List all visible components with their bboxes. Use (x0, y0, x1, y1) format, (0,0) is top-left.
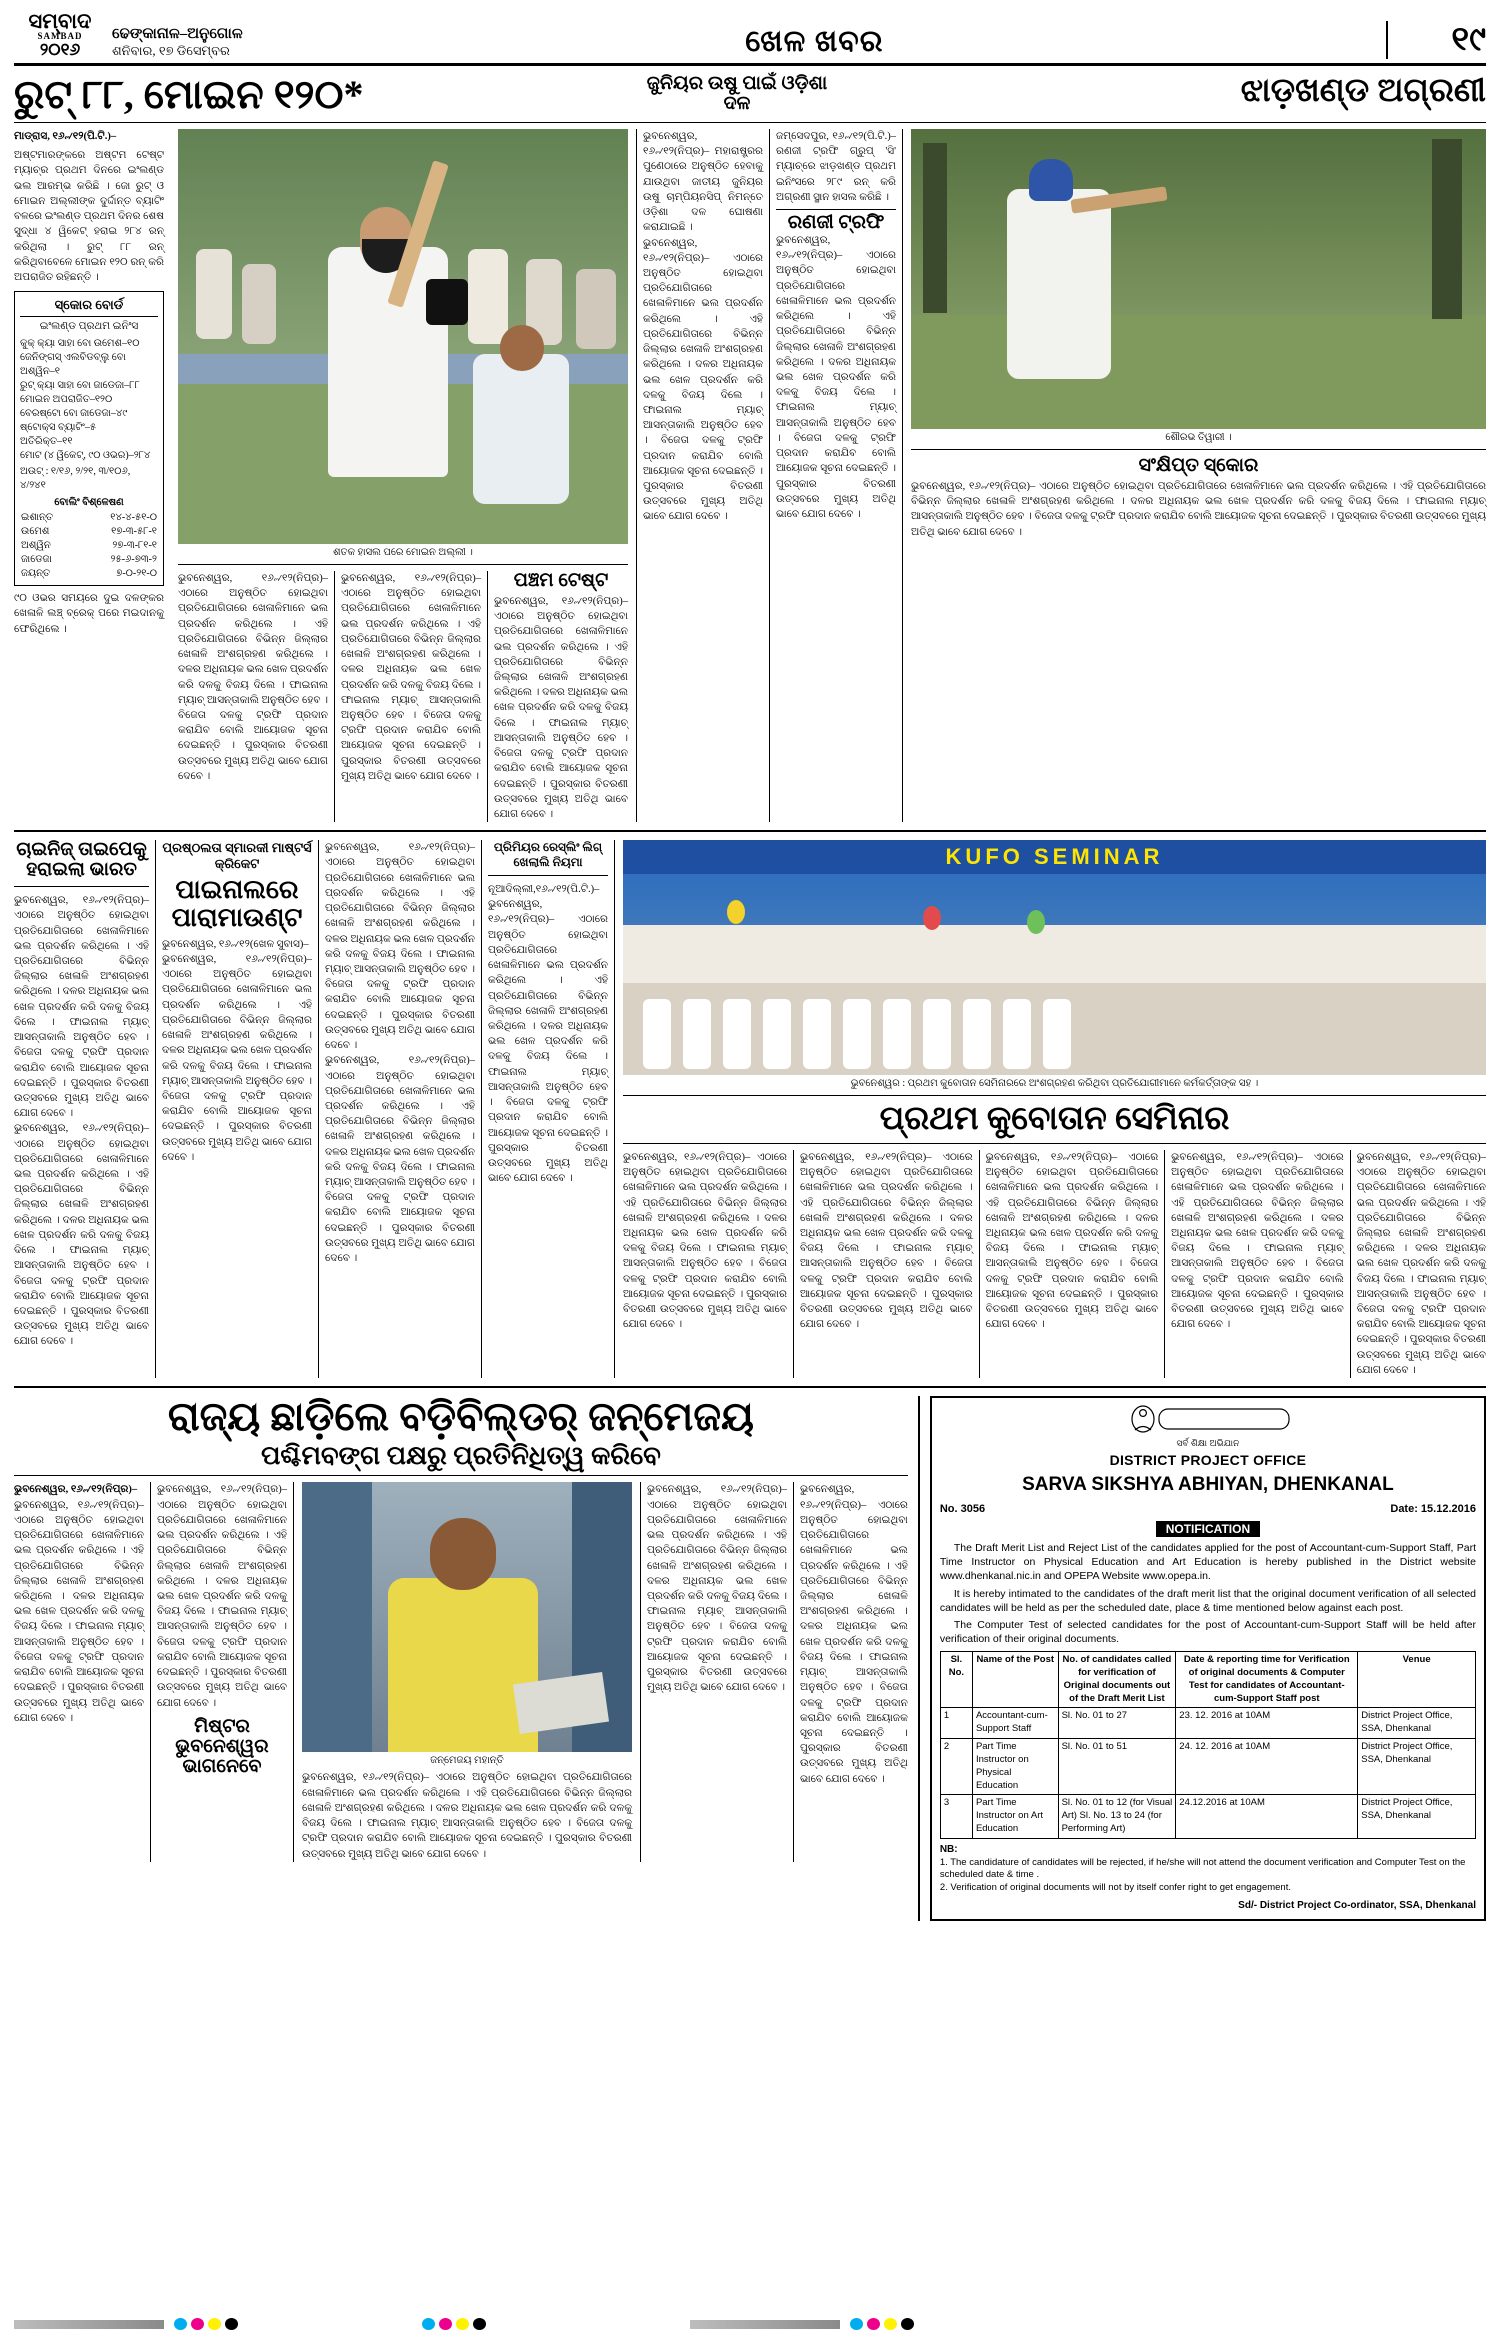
fifth-test-body: ଭୁବନେଶ୍ୱର, ୧୬୷୧୨(ନିପ୍ର)– ଏଠାରେ ଅନୁଷ୍ଠିତ ହୋଇଥିବା ପ୍ରତିଯୋଗିତାରେ ଖେଳାଳିମାନେ ଭଲ ପ୍ରଦର୍ଶନ କରିଥିଲେ । ଏହି ପ୍ରତିଯୋଗିତାରେ ବିଭିନ୍ନ ଜିଲ୍ଲାର ଖେଳାଳି ଅଂଶଗ୍ରହଣ କରିଥିଲେ । ଦଳର ଅଧିନାୟକ ଭଲ ଖେଳ ପ୍ରଦର୍ଶନ କରି ଦଳକୁ ବିଜୟ ଦିଲେ । ଫାଇନାଲ ମ୍ୟାଚ୍ ଆସନ୍ତାକାଲି ଅନୁଷ୍ଠିତ ହେବ । ବିଜେତା ଦଳକୁ ଟ୍ରଫି ପ୍ରଦାନ କରାଯିବ ବୋଲି ଆୟୋଜକ ସୂଚନା ଦେଇଛନ୍ତି । ପୁରସ୍କାର ବିତରଣୀ ଉତ୍ସବରେ ମୁଖ୍ୟ ଅତିଥି ଭାବେ ଯୋଗ ଦେବେ । (494, 595, 628, 820)
score-line: ମୋଇନ ଅପରାଜିତ–୧୨୦ (20, 394, 113, 406)
notice-table (940, 1651, 1476, 1839)
color-swatch (439, 2318, 452, 2330)
cell-sl-no: 1 (940, 1708, 972, 1739)
seminar-banner-text: KUFO SEMINAR (623, 840, 1486, 874)
lead-story-text (14, 129, 164, 285)
bowler-name: ଜାଡେଜା (21, 554, 52, 566)
lead-body: ଅଷ୍ଟମାରଙ୍କରେ ଅଷ୍ଟମ ଟେଷ୍ଟ ମ୍ୟାଚ୍‌ର ପ୍ରଥମ ଦିନରେ ଇଂଲଣ୍ଡ ଭଲ ଆରମ୍ଭ କରିଛି । ଜୋ ରୁଟ୍ ଓ ମୋଇନ ଅଲ୍ଲୀଙ୍କ ଦୁର୍ଦ୍ଦାନ୍ତ ବ୍ୟାଟିଂ ବଳରେ ଇଂଲଣ୍ଡ ପ୍ରଥମ ଦିନର ଶେଷ ସୁଦ୍ଧା ୪ ୱିକେଟ୍ ହରାଇ ୨୮୪ ରନ୍ କରିଥିଲା । ରୁଟ୍ ୮୮ ରନ୍ କରିଥିବାବେଳେ ମୋଇନ ୧୨୦ ରନ୍ କରି ଅପରାଜିତ ରହିଛନ୍ତି । (14, 150, 164, 283)
table-row (20, 553, 158, 567)
jharkhand-photo-column (902, 129, 1486, 822)
bottom-section (14, 1396, 1486, 1920)
color-swatch (901, 2318, 914, 2330)
kubotan-seminar-column (614, 840, 1486, 1378)
nb-item-2: 2. Verification of original documents will not by itself confer right to get engagement. (939, 1882, 1291, 1894)
cell-venue: District Project Office, SSA, Dhenkanal (1358, 1795, 1476, 1838)
top-section (14, 129, 1486, 822)
junior-wushu-column (636, 129, 769, 822)
color-swatch (884, 2318, 897, 2330)
score-line: ଜେନିଙ୍ଗସ୍ ଏଲବିଡବ୍ଲୁ ବୋ ଅଶ୍ୱିନ–୧ (20, 352, 126, 378)
table-row (940, 1708, 1475, 1739)
color-swatch (191, 2318, 204, 2330)
mister-bhubaneswar-subhead: ମିଷ୍ଟର ଭୁବନେଶ୍ୱର ଭାଗନେବେ (175, 1715, 269, 1777)
cell-post: Accountant-cum-Support Staff (972, 1708, 1058, 1739)
color-swatch (473, 2318, 486, 2330)
kubotan-seminar-photo (623, 840, 1486, 1075)
scoreboard-batting-lines (20, 337, 158, 463)
col-venue: Venue (1358, 1652, 1476, 1708)
score-line: ଅତିରିକ୍ତ–୧୧ (20, 436, 73, 448)
advertisement-column (918, 1396, 1486, 1920)
scoreboard-title: ସ୍କୋର ବୋର୍ଡ (20, 296, 158, 317)
wrestling-kicker: ପ୍ରିମିୟର ରେସ୍ଲିଂ ଲିଗ୍ ଖେଲାଲି ନିୟମା (493, 840, 603, 869)
score-line: ରୁଟ୍ କ୍ୟା ସାହା ବୋ ଜାଡେଜା–୮୮ (20, 380, 140, 392)
masthead-edition (112, 25, 243, 59)
notice-number: No. 3056 (939, 1502, 986, 1515)
scoreboard-footnote: ୯୦ ଓଭର ସମୟରେ ଦୁଇ ଦଳଙ୍କର ଖେଳାଳି ଲଞ୍ଚ୍ ବ୍ରେକ୍ ପରେ ମଇଦାନକୁ ଫେରିଥିଲେ । (14, 593, 164, 635)
notice-org: SARVA SIKSHYA ABHIYAN, DHENKANAL (1022, 1474, 1394, 1496)
wrestling-dateline: ନୂଆଦିଲ୍ଲୀ,୧୬୷୧୨(ପି.ଟି.)– (488, 884, 600, 895)
india-taipei-body: ଭୁବନେଶ୍ୱର, ୧୬୷୧୨(ନିପ୍ର)– ଏଠାରେ ଅନୁଷ୍ଠିତ ହୋଇଥିବା ପ୍ରତିଯୋଗିତାରେ ଖେଳାଳିମାନେ ଭଲ ପ୍ରଦର୍ଶନ କରିଥିଲେ । ଏହି ପ୍ରତିଯୋଗିତାରେ ବିଭିନ୍ନ ଜିଲ୍ଲାର ଖେଳାଳି ଅଂଶଗ୍ରହଣ କରିଥିଲେ । ଦଳର ଅଧିନାୟକ ଭଲ ଖେଳ ପ୍ରଦର୍ଶନ କରି ଦଳକୁ ବିଜୟ ଦିଲେ । ଫାଇନାଲ ମ୍ୟାଚ୍ ଆସନ୍ତାକାଲି ଅନୁଷ୍ଠିତ ହେବ । ବିଜେତା ଦଳକୁ ଟ୍ରଫି ପ୍ରଦାନ କରାଯିବ ବୋଲି ଆୟୋଜକ ସୂଚନା ଦେଇଛନ୍ତି । ପୁରସ୍କାର ବିତରଣୀ ଉତ୍ସବରେ ମୁଖ୍ୟ ଅତିଥି ଭାବେ ଯୋଗ ଦେବେ । (14, 895, 149, 1120)
color-registration-bar (14, 2318, 1486, 2330)
lead-photo-caption: ଶତକ ହାସଲ ପରେ ମୋଇନ ଅଲ୍ଲୀ । (333, 547, 473, 558)
bodybuilder-subheadline: ପଶ୍ଚିମବଙ୍ଗ ପକ୍ଷରୁ ପ୍ରତିନିଧିତ୍ୱ କରିବେ (260, 1441, 661, 1471)
bodybuilder-headline: ରାଜ୍ୟ ଛାଡ଼ିଲେ ବଡ଼ିବିଲ୍ଡର୍ ଜନ୍ମେଜୟ (167, 1394, 754, 1440)
notice-para-1: The Draft Merit List and Reject List of the candidates applied for the post of Accountant-cum-Support Staff, Part Time Instructor on Physical Education and Art Education is hereby published in the District website www.dhenkanal.nic.in and OPEPA Website www.opepa.in. (939, 1541, 1476, 1583)
lead-continued-col2: ଭୁବନେଶ୍ୱର, ୧୬୷୧୨(ନିପ୍ର)– ଏଠାରେ ଅନୁଷ୍ଠିତ ହୋଇଥିବା ପ୍ରତିଯୋଗିତାରେ ଖେଳାଳିମାନେ ଭଲ ପ୍ରଦର୍ଶନ କରିଥିଲେ । ଏହି ପ୍ରତିଯୋଗିତାରେ ବିଭିନ୍ନ ଜିଲ୍ଲାର ଖେଳାଳି ଅଂଶଗ୍ରହଣ କରିଥିଲେ । ଦଳର ଅଧିନାୟକ ଭଲ ଖେଳ ପ୍ରଦର୍ଶନ କରି ଦଳକୁ ବିଜୟ ଦିଲେ । ଫାଇନାଲ ମ୍ୟାଚ୍ ଆସନ୍ତାକାଲି ଅନୁଷ୍ଠିତ ହେବ । ବିଜେତା ଦଳକୁ ଟ୍ରଫି ପ୍ରଦାନ କରାଯିବ ବୋଲି ଆୟୋଜକ ସୂଚନା ଦେଇଛନ୍ତି । ପୁରସ୍କାର ବିତରଣୀ ଉତ୍ସବରେ ମୁଖ୍ୟ ଅତିଥି ଭାବେ ଯୋଗ ଦେବେ । (334, 571, 487, 822)
bodybuilder-dateline: ଭୁବନେଶ୍ୱର, ୧୬୷୧୨(ନିପ୍ର)– (14, 1484, 138, 1496)
table-row (20, 539, 158, 553)
fall-of-wickets: ଅଉଟ୍ : ୧/୧୬, ୨/୨୧, ୩/୧୦୬, ୪/୨୪୧ (20, 466, 131, 492)
nb-label: NB: (939, 1843, 958, 1855)
color-swatch (850, 2318, 863, 2330)
brief-score-headline: ସଂକ୍ଷିପ୍ତ ସ୍କୋର (1138, 455, 1259, 476)
color-swatch (174, 2318, 187, 2330)
junior-wushu-body-cont: ଭୁବନେଶ୍ୱର, ୧୬୷୧୨(ନିପ୍ର)– ଏଠାରେ ଅନୁଷ୍ଠିତ ହୋଇଥିବା ପ୍ରତିଯୋଗିତାରେ ଖେଳାଳିମାନେ ଭଲ ପ୍ରଦର୍ଶନ କରିଥିଲେ । ଏହି ପ୍ରତିଯୋଗିତାରେ ବିଭିନ୍ନ ଜିଲ୍ଲାର ଖେଳାଳି ଅଂଶଗ୍ରହଣ କରିଥିଲେ । ଦଳର ଅଧିନାୟକ ଭଲ ଖେଳ ପ୍ରଦର୍ଶନ କରି ଦଳକୁ ବିଜୟ ଦିଲେ । ଫାଇନାଲ ମ୍ୟାଚ୍ ଆସନ୍ତାକାଲି ଅନୁଷ୍ଠିତ ହେବ । ବିଜେତା ଦଳକୁ ଟ୍ରଫି ପ୍ରଦାନ କରାଯିବ ବୋଲି ଆୟୋଜକ ସୂଚନା ଦେଇଛନ୍ତି । ପୁରସ୍କାର ବିତରଣୀ ଉତ୍ସବରେ ମୁଖ୍ୟ ଅତିଥି ଭାବେ ଯୋଗ ଦେବେ । (643, 237, 763, 523)
jharkhand-body: ଜମ୍‌ସେଦପୁର, ୧୬୷୧୨(ପି.ଟି.)– ରଣଜୀ ଟ୍ରଫି ଗ୍ରୁପ୍ 'ସି' ମ୍ୟାଚ୍‌ରେ ଝାଡ଼ଖଣ୍ଡ ପ୍ରଥମ ଇନିଂସରେ ୨୮୯ ରନ୍ କରି ଅଗ୍ରଣୀ ସ୍ଥାନ ହାସଲ କରିଛି । (776, 131, 896, 203)
bodybuilder-photo-caption: ଜନ୍ମେଜୟ ମହାନ୍ତି (430, 1755, 504, 1767)
bowler-figures: ୭-୦-୨୧-୦ (116, 568, 157, 580)
color-swatch (456, 2318, 469, 2330)
col-date-time: Date & reporting time for Verification of original documents & Computer Test for candidates of Accountant-cum-Support Staff post (1176, 1652, 1358, 1708)
col-sl-no: Sl. No. (940, 1652, 972, 1708)
ssa-notification (930, 1396, 1486, 1920)
table-row (940, 1795, 1475, 1838)
saurabh-tiwary-photo (911, 129, 1486, 429)
india-taipei-column (14, 840, 155, 1378)
bowling-title: ବୋଲିଂ ବିଶ୍ଳେଷଣ (54, 497, 124, 509)
bodybuilder-body2: ଭୁବନେଶ୍ୱର, ୧୬୷୧୨(ନିପ୍ର)– ଏଠାରେ ଅନୁଷ୍ଠିତ ହୋଇଥିବା ପ୍ରତିଯୋଗିତାରେ ଖେଳାଳିମାନେ ଭଲ ପ୍ରଦର୍ଶନ କରିଥିଲେ । ଏହି ପ୍ରତିଯୋଗିତାରେ ବିଭିନ୍ନ ଜିଲ୍ଲାର ଖେଳାଳି ଅଂଶଗ୍ରହଣ କରିଥିଲେ । ଦଳର ଅଧିନାୟକ ଭଲ ଖେଳ ପ୍ରଦର୍ଶନ କରି ଦଳକୁ ବିଜୟ ଦିଲେ । ଫାଇନାଲ ମ୍ୟାଚ୍ ଆସନ୍ତାକାଲି ଅନୁଷ୍ଠିତ ହେବ । ବିଜେତା ଦଳକୁ ଟ୍ରଫି ପ୍ରଦାନ କରାଯିବ ବୋଲି ଆୟୋଜକ ସୂଚନା ଦେଇଛନ୍ତି । ପୁରସ୍କାର ବିତରଣୀ ଉତ୍ସବରେ ମୁଖ୍ୟ ଅତିଥି ଭାବେ ଯୋଗ ଦେବେ । (157, 1484, 287, 1709)
edition-place: ଢେଙ୍କାନାଳ–ଅନୁଗୋଳ (112, 26, 243, 43)
color-swatch (867, 2318, 880, 2330)
cell-post: Part Time Instructor on Art Education (972, 1795, 1058, 1838)
fifth-test-headline: ପଞ୍ଚମ ଟେଷ୍ଟ (513, 570, 609, 591)
notification-badge: NOTIFICATION (1156, 1521, 1260, 1537)
score-line: କୁକ୍ କ୍ୟା ସାହା ବୋ ଉମେଶ–୧୦ (20, 338, 140, 350)
cell-datetime: 23. 12. 2016 at 10AM (1176, 1708, 1358, 1739)
notice-date: Date: 15.12.2016 (1390, 1502, 1476, 1515)
cell-datetime: 24. 12. 2016 at 10AM (1176, 1739, 1358, 1795)
middle-section (14, 840, 1486, 1378)
ranji-trophy-body: ଭୁବନେଶ୍ୱର, ୧୬୷୧୨(ନିପ୍ର)– ଏଠାରେ ଅନୁଷ୍ଠିତ ହୋଇଥିବା ପ୍ରତିଯୋଗିତାରେ ଖେଳାଳିମାନେ ଭଲ ପ୍ରଦର୍ଶନ କରିଥିଲେ । ଏହି ପ୍ରତିଯୋଗିତାରେ ବିଭିନ୍ନ ଜିଲ୍ଲାର ଖେଳାଳି ଅଂଶଗ୍ରହଣ କରିଥିଲେ । ଦଳର ଅଧିନାୟକ ଭଲ ଖେଳ ପ୍ରଦର୍ଶନ କରି ଦଳକୁ ବିଜୟ ଦିଲେ । ଫାଇନାଲ ମ୍ୟାଚ୍ ଆସନ୍ତାକାଲି ଅନୁଷ୍ଠିତ ହେବ । ବିଜେତା ଦଳକୁ ଟ୍ରଫି ପ୍ରଦାନ କରାଯିବ ବୋଲି ଆୟୋଜକ ସୂଚନା ଦେଇଛନ୍ତି । ପୁରସ୍କାର ବିତରଣୀ ଉତ୍ସବରେ ମୁଖ୍ୟ ଅତିଥି ଭାବେ ଯୋଗ ଦେବେ । (776, 235, 896, 520)
masthead-logo-sub: SAMBAD (37, 30, 83, 41)
cell-datetime: 24.12.2016 at 10AM (1176, 1795, 1358, 1838)
notice-para-3: The Computer Test of selected candidates for the post of Accountant-cum-Support Staff will be held after verification of their original documents. (939, 1618, 1476, 1646)
bowler-figures: ୨୫-୬-୭୩-୨ (110, 554, 157, 566)
color-swatch (225, 2318, 238, 2330)
edition-date: ଶନିବାର, ୧୭ ଡିସେମ୍ବର (112, 43, 230, 59)
bowler-name: ଉମେଶ (21, 526, 50, 538)
table-row (20, 525, 158, 539)
masters-cricket-column (155, 840, 318, 1378)
paramount-body-cont: ଭୁବନେଶ୍ୱର, ୧୬୷୧୨(ନିପ୍ର)– ଏଠାରେ ଅନୁଷ୍ଠିତ ହୋଇଥିବା ପ୍ରତିଯୋଗିତାରେ ଖେଳାଳିମାନେ ଭଲ ପ୍ରଦର୍ଶନ କରିଥିଲେ । ଏହି ପ୍ରତିଯୋଗିତାରେ ବିଭିନ୍ନ ଜିଲ୍ଲାର ଖେଳାଳି ଅଂଶଗ୍ରହଣ କରିଥିଲେ । ଦଳର ଅଧିନାୟକ ଭଲ ଖେଳ ପ୍ରଦର୍ଶନ କରି ଦଳକୁ ବିଜୟ ଦିଲେ । ଫାଇନାଲ ମ୍ୟାଚ୍ ଆସନ୍ତାକାଲି ଅନୁଷ୍ଠିତ ହେବ । ବିଜେତା ଦଳକୁ ଟ୍ରଫି ପ୍ରଦାନ କରାଯିବ ବୋଲି ଆୟୋଜକ ସୂଚନା ଦେଇଛନ୍ତି । ପୁରସ୍କାର ବିତରଣୀ ଉତ୍ସବରେ ମୁଖ୍ୟ ଅତିଥି ଭାବେ ଯୋଗ ଦେବେ । (325, 842, 475, 1052)
masters-kicker: ପ୍ରଷ୍ଠଲତା ସ୍ମାରକୀ ମାଷ୍ଟର୍ସ କ୍ରିକେଟ (162, 840, 312, 872)
india-taipei-headline: ଚାଇନିଜ୍ ତାଇପେକୁ ହରାଇଲା ଭାରତ (16, 839, 147, 881)
table-header-row (940, 1652, 1475, 1708)
seminar-body-1: ଭୁବନେଶ୍ୱର, ୧୬୷୧୨(ନିପ୍ର)– ଏଠାରେ ଅନୁଷ୍ଠିତ ହୋଇଥିବା ପ୍ରତିଯୋଗିତାରେ ଖେଳାଳିମାନେ ଭଲ ପ୍ରଦର୍ଶନ କରିଥିଲେ । ଏହି ପ୍ରତିଯୋଗିତାରେ ବିଭିନ୍ନ ଜିଲ୍ଲାର ଖେଳାଳି ଅଂଶଗ୍ରହଣ କରିଥିଲେ । ଦଳର ଅଧିନାୟକ ଭଲ ଖେଳ ପ୍ରଦର୍ଶନ କରି ଦଳକୁ ବିଜୟ ଦିଲେ । ଫାଇନାଲ ମ୍ୟାଚ୍ ଆସନ୍ତାକାଲି ଅନୁଷ୍ଠିତ ହେବ । ବିଜେତା ଦଳକୁ ଟ୍ରଫି ପ୍ରଦାନ କରାଯିବ ବୋଲି ଆୟୋଜକ ସୂଚନା ଦେଇଛନ୍ତି । ପୁରସ୍କାର ବିତରଣୀ ଉତ୍ସବରେ ମୁଖ୍ୟ ଅତିଥି ଭାବେ ଯୋଗ ଦେବେ । (623, 1151, 787, 1331)
masters-cricket-column-2 (318, 840, 481, 1378)
bowler-name: ଇଶାନ୍ତ (21, 512, 54, 524)
masthead (14, 0, 1486, 66)
table-row (20, 567, 158, 581)
moeen-ali-photo (178, 129, 628, 544)
masthead-logo (14, 10, 106, 59)
seminar-photo-caption: ଭୁବନେଶ୍ୱର : ପ୍ରଥମ କୁବୋତାନ ସେମିନାରରେ ଅଂଶଗ୍ରହଣ କରିଥିବା ପ୍ରତିଯୋଗୀମାନେ କର୍ମକର୍ତ୍ତାଙ୍କ ସହ । (850, 1078, 1259, 1090)
lead-photo-column (170, 129, 636, 822)
grey-gradient-strip (14, 2320, 164, 2329)
cell-sl-no: 2 (940, 1739, 972, 1795)
wrestling-league-column (481, 840, 614, 1378)
cell-post: Part Time Instructor on Physical Education (972, 1739, 1058, 1795)
lead-headline: ରୁଟ୍ ୮୮, ମୋଇନ ୧୨୦* (14, 72, 364, 117)
score-line: ବେରଷ୍ଟୋ ବୋ ଜାଡେଜା–୪୯ (20, 408, 128, 420)
color-swatch (208, 2318, 221, 2330)
lead-continued-col1: ଭୁବନେଶ୍ୱର, ୧୬୷୧୨(ନିପ୍ର)– ଏଠାରେ ଅନୁଷ୍ଠିତ ହୋଇଥିବା ପ୍ରତିଯୋଗିତାରେ ଖେଳାଳିମାନେ ଭଲ ପ୍ରଦର୍ଶନ କରିଥିଲେ । ଏହି ପ୍ରତିଯୋଗିତାରେ ବିଭିନ୍ନ ଜିଲ୍ଲାର ଖେଳାଳି ଅଂଶଗ୍ରହଣ କରିଥିଲେ । ଦଳର ଅଧିନାୟକ ଭଲ ଖେଳ ପ୍ରଦର୍ଶନ କରି ଦଳକୁ ବିଜୟ ଦିଲେ । ଫାଇନାଲ ମ୍ୟାଚ୍ ଆସନ୍ତାକାଲି ଅନୁଷ୍ଠିତ ହେବ । ବିଜେତା ଦଳକୁ ଟ୍ରଫି ପ୍ରଦାନ କରାଯିବ ବୋଲି ଆୟୋଜକ ସୂଚନା ଦେଇଛନ୍ତି । ପୁରସ୍କାର ବିତରଣୀ ଉତ୍ସବରେ ମୁଖ୍ୟ ଅତିଥି ଭାବେ ଯୋଗ ଦେବେ । (178, 573, 328, 782)
bodybuilder-story (14, 1396, 918, 1920)
cell-candidates: Sl. No. 01 to 12 (for Visual Art) Sl. No. 13 to 24 (for Performing Art) (1058, 1795, 1176, 1838)
ssa-logo-icon (1123, 1404, 1293, 1434)
india-taipei-body2: ଭୁବନେଶ୍ୱର, ୧୬୷୧୨(ନିପ୍ର)– ଏଠାରେ ଅନୁଷ୍ଠିତ ହୋଇଥିବା ପ୍ରତିଯୋଗିତାରେ ଖେଳାଳିମାନେ ଭଲ ପ୍ରଦର୍ଶନ କରିଥିଲେ । ଏହି ପ୍ରତିଯୋଗିତାରେ ବିଭିନ୍ନ ଜିଲ୍ଲାର ଖେଳାଳି ଅଂଶଗ୍ରହଣ କରିଥିଲେ । ଦଳର ଅଧିନାୟକ ଭଲ ଖେଳ ପ୍ରଦର୍ଶନ କରି ଦଳକୁ ବିଜୟ ଦିଲେ । ଫାଇନାଲ ମ୍ୟାଚ୍ ଆସନ୍ତାକାଲି ଅନୁଷ୍ଠିତ ହେବ । ବିଜେତା ଦଳକୁ ଟ୍ରଫି ପ୍ରଦାନ କରାଯିବ ବୋଲି ଆୟୋଜକ ସୂଚନା ଦେଇଛନ୍ତି । ପୁରସ୍କାର ବିତରଣୀ ଉତ୍ସବରେ ମୁଖ୍ୟ ଅତିଥି ଭାବେ ଯୋଗ ଦେବେ । (14, 1123, 149, 1348)
notice-para-2: It is hereby intimated to the candidates of the draft merit list that the original document verification of all selected candidates will be held as per the scheduled date, place & time mentioned below against each post. (939, 1587, 1476, 1614)
seminar-body-2: ଭୁବନେଶ୍ୱର, ୧୬୷୧୨(ନିପ୍ର)– ଏଠାରେ ଅନୁଷ୍ଠିତ ହୋଇଥିବା ପ୍ରତିଯୋଗିତାରେ ଖେଳାଳିମାନେ ଭଲ ପ୍ରଦର୍ଶନ କରିଥିଲେ । ଏହି ପ୍ରତିଯୋଗିତାରେ ବିଭିନ୍ନ ଜିଲ୍ଲାର ଖେଳାଳି ଅଂଶଗ୍ରହଣ କରିଥିଲେ । ଦଳର ଅଧିନାୟକ ଭଲ ଖେଳ ପ୍ରଦର୍ଶନ କରି ଦଳକୁ ବିଜୟ ଦିଲେ । ଫାଇନାଲ ମ୍ୟାଚ୍ ଆସନ୍ତାକାଲି ଅନୁଷ୍ଠିତ ହେବ । ବିଜେତା ଦଳକୁ ଟ୍ରଫି ପ୍ରଦାନ କରାଯିବ ବୋଲି ଆୟୋଜକ ସୂଚନା ଦେଇଛନ୍ତି । ପୁରସ୍କାର ବିତରଣୀ ଉତ୍ସବରେ ମୁଖ୍ୟ ଅତିଥି ଭାବେ ଯୋଗ ଦେବେ । (793, 1150, 979, 1378)
masthead-logo-year: ୨୦୧୬ (39, 40, 81, 60)
masthead-logo-name: ସମ୍ବାଦ (28, 8, 92, 33)
bowling-table (20, 511, 158, 581)
bowler-name: ଜୟନ୍ତ (21, 568, 51, 580)
table-row (940, 1739, 1475, 1795)
junior-wushu-body: ଭୁବନେଶ୍ୱର, ୧୬୷୧୨(ନିପ୍ର)– ମହାରାଷ୍ଟ୍ରର ପୁଣେଠାରେ ଅନୁଷ୍ଠିତ ହେବାକୁ ଯାଉଥିବା ଜାତୀୟ ଜୁନିୟର ଉଷୁ ଚାମ୍ପିୟନସିପ୍ ନିମନ୍ତେ ଓଡ଼ିଶା ଦଳ ଘୋଷଣା କରାଯାଇଛି । (643, 131, 763, 234)
scoreboard (14, 291, 164, 586)
paramount-body-cont2: ଭୁବନେଶ୍ୱର, ୧୬୷୧୨(ନିପ୍ର)– ଏଠାରେ ଅନୁଷ୍ଠିତ ହୋଇଥିବା ପ୍ରତିଯୋଗିତାରେ ଖେଳାଳିମାନେ ଭଲ ପ୍ରଦର୍ଶନ କରିଥିଲେ । ଏହି ପ୍ରତିଯୋଗିତାରେ ବିଭିନ୍ନ ଜିଲ୍ଲାର ଖେଳାଳି ଅଂଶଗ୍ରହଣ କରିଥିଲେ । ଦଳର ଅଧିନାୟକ ଭଲ ଖେଳ ପ୍ରଦର୍ଶନ କରି ଦଳକୁ ବିଜୟ ଦିଲେ । ଫାଇନାଲ ମ୍ୟାଚ୍ ଆସନ୍ତାକାଲି ଅନୁଷ୍ଠିତ ହେବ । ବିଜେତା ଦଳକୁ ଟ୍ରଫି ପ୍ରଦାନ କରାଯିବ ବୋଲି ଆୟୋଜକ ସୂଚନା ଦେଇଛନ୍ତି । ପୁରସ୍କାର ବିତରଣୀ ଉତ୍ସବରେ ମୁଖ୍ୟ ଅତିଥି ଭାବେ ଯୋଗ ଦେବେ । (325, 1055, 475, 1265)
cell-sl-no: 3 (940, 1795, 972, 1838)
grey-gradient-strip (690, 2320, 840, 2329)
paramount-body: ଭୁବନେଶ୍ୱର, ୧୬୷୧୨(ନିପ୍ର)– ଏଠାରେ ଅନୁଷ୍ଠିତ ହୋଇଥିବା ପ୍ରତିଯୋଗିତାରେ ଖେଳାଳିମାନେ ଭଲ ପ୍ରଦର୍ଶନ କରିଥିଲେ । ଏହି ପ୍ରତିଯୋଗିତାରେ ବିଭିନ୍ନ ଜିଲ୍ଲାର ଖେଳାଳି ଅଂଶଗ୍ରହଣ କରିଥିଲେ । ଦଳର ଅଧିନାୟକ ଭଲ ଖେଳ ପ୍ରଦର୍ଶନ କରି ଦଳକୁ ବିଜୟ ଦିଲେ । ଫାଇନାଲ ମ୍ୟାଚ୍ ଆସନ୍ତାକାଲି ଅନୁଷ୍ଠିତ ହେବ । ବିଜେତା ଦଳକୁ ଟ୍ରଫି ପ୍ରଦାନ କରାଯିବ ବୋଲି ଆୟୋଜକ ସୂଚନା ଦେଇଛନ୍ତି । ପୁରସ୍କାର ବିତରଣୀ ଉତ୍ସବରେ ମୁଖ୍ୟ ଅତିଥି ଭାବେ ଯୋଗ ଦେବେ । (162, 954, 312, 1163)
bodybuilder-body1: ଭୁବନେଶ୍ୱର, ୧୬୷୧୨(ନିପ୍ର)– ଏଠାରେ ଅନୁଷ୍ଠିତ ହୋଇଥିବା ପ୍ରତିଯୋଗିତାରେ ଖେଳାଳିମାନେ ଭଲ ପ୍ରଦର୍ଶନ କରିଥିଲେ । ଏହି ପ୍ରତିଯୋଗିତାରେ ବିଭିନ୍ନ ଜିଲ୍ଲାର ଖେଳାଳି ଅଂଶଗ୍ରହଣ କରିଥିଲେ । ଦଳର ଅଧିନାୟକ ଭଲ ଖେଳ ପ୍ରଦର୍ଶନ କରି ଦଳକୁ ବିଜୟ ଦିଲେ । ଫାଇନାଲ ମ୍ୟାଚ୍ ଆସନ୍ତାକାଲି ଅନୁଷ୍ଠିତ ହେବ । ବିଜେତା ଦଳକୁ ଟ୍ରଫି ପ୍ରଦାନ କରାଯିବ ବୋଲି ଆୟୋଜକ ସୂଚନା ଦେଇଛନ୍ତି । ପୁରସ୍କାର ବିତରଣୀ ଉତ୍ସବରେ ମୁଖ୍ୟ ଅତିଥି ଭାବେ ଯୋଗ ଦେବେ । (14, 1499, 144, 1724)
notice-nb (940, 1843, 1476, 1895)
ranji-trophy-headline: ରଣଜୀ ଟ୍ରଫି (776, 209, 896, 233)
jharkhand-photo-caption: ଶୌରଭ ତିୱାରୀ । (1165, 432, 1232, 443)
junior-wushu-headline: ଜୁନିୟର ଉଷୁ ପାଇଁ ଓଡ଼ିଶା ଦଳ (646, 73, 828, 114)
kubotan-seminar-headline: ପ୍ରଥମ କୁବୋତାନ ସେମିନାର (879, 1101, 1230, 1138)
ssa-logo (940, 1404, 1476, 1449)
notice-office: DISTRICT PROJECT OFFICE (1109, 1452, 1307, 1469)
seminar-body-3: ଭୁବନେଶ୍ୱର, ୧୬୷୧୨(ନିପ୍ର)– ଏଠାରେ ଅନୁଷ୍ଠିତ ହୋଇଥିବା ପ୍ରତିଯୋଗିତାରେ ଖେଳାଳିମାନେ ଭଲ ପ୍ରଦର୍ଶନ କରିଥିଲେ । ଏହି ପ୍ରତିଯୋଗିତାରେ ବିଭିନ୍ନ ଜିଲ୍ଲାର ଖେଳାଳି ଅଂଶଗ୍ରହଣ କରିଥିଲେ । ଦଳର ଅଧିନାୟକ ଭଲ ଖେଳ ପ୍ରଦର୍ଶନ କରି ଦଳକୁ ବିଜୟ ଦିଲେ । ଫାଇନାଲ ମ୍ୟାଚ୍ ଆସନ୍ତାକାଲି ଅନୁଷ୍ଠିତ ହେବ । ବିଜେତା ଦଳକୁ ଟ୍ରଫି ପ୍ରଦାନ କରାଯିବ ବୋଲି ଆୟୋଜକ ସୂଚନା ଦେଇଛନ୍ତି । ପୁରସ୍କାର ବିତରଣୀ ଉତ୍ସବରେ ମୁଖ୍ୟ ଅତିଥି ଭାବେ ଯୋଗ ଦେବେ । (979, 1150, 1165, 1378)
color-swatch (422, 2318, 435, 2330)
section-title: ଖେଳ ଖବର (745, 25, 884, 58)
paramount-dateline: ଭୁବନେଶ୍ୱର, ୧୬୷୧୨(ଖେଳ ସୁବାସ)– (162, 938, 309, 950)
nb-item-1: 1. The candidature of candidates will be rejected, if he/she will not attend the document verification and Computer Test on the scheduled date & time . (939, 1856, 1466, 1881)
bodybuilder-photo-col (293, 1482, 640, 1861)
bodybuilder-body3: ଭୁବନେଶ୍ୱର, ୧୬୷୧୨(ନିପ୍ର)– ଏଠାରେ ଅନୁଷ୍ଠିତ ହୋଇଥିବା ପ୍ରତିଯୋଗିତାରେ ଖେଳାଳିମାନେ ଭଲ ପ୍ରଦର୍ଶନ କରିଥିଲେ । ଏହି ପ୍ରତିଯୋଗିତାରେ ବିଭିନ୍ନ ଜିଲ୍ଲାର ଖେଳାଳି ଅଂଶଗ୍ରହଣ କରିଥିଲେ । ଦଳର ଅଧିନାୟକ ଭଲ ଖେଳ ପ୍ରଦର୍ଶନ କରି ଦଳକୁ ବିଜୟ ଦିଲେ । ଫାଇନାଲ ମ୍ୟାଚ୍ ଆସନ୍ତାକାଲି ଅନୁଷ୍ଠିତ ହେବ । ବିଜେତା ଦଳକୁ ଟ୍ରଫି ପ୍ରଦାନ କରାଯିବ ବୋଲି ଆୟୋଜକ ସୂଚନା ଦେଇଛନ୍ତି । ପୁରସ୍କାର ବିତରଣୀ ଉତ୍ସବରେ ମୁଖ୍ୟ ଅତିଥି ଭାବେ ଯୋଗ ଦେବେ । (302, 1772, 632, 1860)
score-line: ମୋଟ (୪ ୱିକେଟ୍, ୯୦ ଓଭର)–୨୮୪ (20, 450, 151, 462)
lead-story-column (14, 129, 170, 822)
page-number: ୧୯ (1386, 21, 1486, 59)
bowler-figures: ୧୭-୩-୫୮-୧ (111, 526, 157, 538)
table-row (20, 511, 158, 525)
bowler-name: ଅଶ୍ୱିନ (21, 540, 51, 552)
bodybuilder-col2 (150, 1482, 293, 1861)
cell-venue: District Project Office, SSA, Dhenkanal (1358, 1708, 1476, 1739)
bodybuilder-body5: ଭୁବନେଶ୍ୱର, ୧୬୷୧୨(ନିପ୍ର)– ଏଠାରେ ଅନୁଷ୍ଠିତ ହୋଇଥିବା ପ୍ରତିଯୋଗିତାରେ ଖେଳାଳିମାନେ ଭଲ ପ୍ରଦର୍ଶନ କରିଥିଲେ । ଏହି ପ୍ରତିଯୋଗିତାରେ ବିଭିନ୍ନ ଜିଲ୍ଲାର ଖେଳାଳି ଅଂଶଗ୍ରହଣ କରିଥିଲେ । ଦଳର ଅଧିନାୟକ ଭଲ ଖେଳ ପ୍ରଦର୍ଶନ କରି ଦଳକୁ ବିଜୟ ଦିଲେ । ଫାଇନାଲ ମ୍ୟାଚ୍ ଆସନ୍ତାକାଲି ଅନୁଷ୍ଠିତ ହେବ । ବିଜେତା ଦଳକୁ ଟ୍ରଫି ପ୍ରଦାନ କରାଯିବ ବୋଲି ଆୟୋଜକ ସୂଚନା ଦେଇଛନ୍ତି । ପୁରସ୍କାର ବିତରଣୀ ଉତ୍ସବରେ ମୁଖ୍ୟ ଅତିଥି ଭାବେ ଯୋଗ ଦେବେ । (793, 1482, 908, 1861)
bowler-figures: ୧୪-୪-୫୧-୦ (110, 512, 157, 524)
wrestling-body: ଭୁବନେଶ୍ୱର, ୧୬୷୧୨(ନିପ୍ର)– ଏଠାରେ ଅନୁଷ୍ଠିତ ହୋଇଥିବା ପ୍ରତିଯୋଗିତାରେ ଖେଳାଳିମାନେ ଭଲ ପ୍ରଦର୍ଶନ କରିଥିଲେ । ଏହି ପ୍ରତିଯୋଗିତାରେ ବିଭିନ୍ନ ଜିଲ୍ଲାର ଖେଳାଳି ଅଂଶଗ୍ରହଣ କରିଥିଲେ । ଦଳର ଅଧିନାୟକ ଭଲ ଖେଳ ପ୍ରଦର୍ଶନ କରି ଦଳକୁ ବିଜୟ ଦିଲେ । ଫାଇନାଲ ମ୍ୟାଚ୍ ଆସନ୍ତାକାଲି ଅନୁଷ୍ଠିତ ହେବ । ବିଜେତା ଦଳକୁ ଟ୍ରଫି ପ୍ରଦାନ କରାଯିବ ବୋଲି ଆୟୋଜକ ସୂଚନା ଦେଇଛନ୍ତି । ପୁରସ୍କାର ବିତରଣୀ ଉତ୍ସବରେ ମୁଖ୍ୟ ଅତିଥି ଭାବେ ଯୋଗ ଦେବେ । (488, 899, 608, 1185)
paramount-headline: ପାଇନାଲରେ ପାରାମାଉଣ୍ଟ (171, 875, 303, 932)
seminar-body-4: ଭୁବନେଶ୍ୱର, ୧୬୷୧୨(ନିପ୍ର)– ଏଠାରେ ଅନୁଷ୍ଠିତ ହୋଇଥିବା ପ୍ରତିଯୋଗିତାରେ ଖେଳାଳିମାନେ ଭଲ ପ୍ରଦର୍ଶନ କରିଥିଲେ । ଏହି ପ୍ରତିଯୋଗିତାରେ ବିଭିନ୍ନ ଜିଲ୍ଲାର ଖେଳାଳି ଅଂଶଗ୍ରହଣ କରିଥିଲେ । ଦଳର ଅଧିନାୟକ ଭଲ ଖେଳ ପ୍ରଦର୍ଶନ କରି ଦଳକୁ ବିଜୟ ଦିଲେ । ଫାଇନାଲ ମ୍ୟାଚ୍ ଆସନ୍ତାକାଲି ଅନୁଷ୍ଠିତ ହେବ । ବିଜେତା ଦଳକୁ ଟ୍ରଫି ପ୍ରଦାନ କରାଯିବ ବୋଲି ଆୟୋଜକ ସୂଚନା ଦେଇଛନ୍ତି । ପୁରସ୍କାର ବିତରଣୀ ଉତ୍ସବରେ ମୁଖ୍ୟ ଅତିଥି ଭାବେ ଯୋଗ ଦେବେ । (1164, 1150, 1350, 1378)
lead-dateline: ମାଡ୍ରାସ, ୧୬୷୧୨(ପି.ଟି.)– (14, 131, 117, 142)
bodybuilder-body4: ଭୁବନେଶ୍ୱର, ୧୬୷୧୨(ନିପ୍ର)– ଏଠାରେ ଅନୁଷ୍ଠିତ ହୋଇଥିବା ପ୍ରତିଯୋଗିତାରେ ଖେଳାଳିମାନେ ଭଲ ପ୍ରଦର୍ଶନ କରିଥିଲେ । ଏହି ପ୍ରତିଯୋଗିତାରେ ବିଭିନ୍ନ ଜିଲ୍ଲାର ଖେଳାଳି ଅଂଶଗ୍ରହଣ କରିଥିଲେ । ଦଳର ଅଧିନାୟକ ଭଲ ଖେଳ ପ୍ରଦର୍ଶନ କରି ଦଳକୁ ବିଜୟ ଦିଲେ । ଫାଇନାଲ ମ୍ୟାଚ୍ ଆସନ୍ତାକାଲି ଅନୁଷ୍ଠିତ ହେବ । ବିଜେତା ଦଳକୁ ଟ୍ରଫି ପ୍ରଦାନ କରାଯିବ ବୋଲି ଆୟୋଜକ ସୂଚନା ଦେଇଛନ୍ତି । ପୁରସ୍କାର ବିତରଣୀ ଉତ୍ସବରେ ମୁଖ୍ୟ ଅତିଥି ଭାବେ ଯୋଗ ଦେବେ । (640, 1482, 793, 1861)
cell-venue: District Project Office, SSA, Dhenkanal (1358, 1739, 1476, 1795)
cell-candidates: Sl. No. 01 to 27 (1058, 1708, 1176, 1739)
col-candidates: No. of candidates called for verification of Original documents out of the Draft Merit List (1058, 1652, 1176, 1708)
notice-signature: Sd/- District Project Co-ordinator, SSA, Dhenkanal (1238, 1900, 1476, 1911)
bowler-figures: ୨୭-୩-୮୧-୧ (112, 540, 157, 552)
cell-candidates: Sl. No. 01 to 51 (1058, 1739, 1176, 1795)
score-line: ଷ୍ଟୋକ୍ସ ବ୍ୟାଟିଂ–୫ (20, 422, 97, 434)
brief-score-body: ଭୁବନେଶ୍ୱର, ୧୬୷୧୨(ନିପ୍ର)– ଏଠାରେ ଅନୁଷ୍ଠିତ ହୋଇଥିବା ପ୍ରତିଯୋଗିତାରେ ଖେଳାଳିମାନେ ଭଲ ପ୍ରଦର୍ଶନ କରିଥିଲେ । ଏହି ପ୍ରତିଯୋଗିତାରେ ବିଭିନ୍ନ ଜିଲ୍ଲାର ଖେଳାଳି ଅଂଶଗ୍ରହଣ କରିଥିଲେ । ଦଳର ଅଧିନାୟକ ଭଲ ଖେଳ ପ୍ରଦର୍ଶନ କରି ଦଳକୁ ବିଜୟ ଦିଲେ । ଫାଇନାଲ ମ୍ୟାଚ୍ ଆସନ୍ତାକାଲି ଅନୁଷ୍ଠିତ ହେବ । ବିଜେତା ଦଳକୁ ଟ୍ରଫି ପ୍ରଦାନ କରାଯିବ ବୋଲି ଆୟୋଜକ ସୂଚନା ଦେଇଛନ୍ତି । ପୁରସ୍କାର ବିତରଣୀ ଉତ୍ସବରେ ମୁଖ୍ୟ ଅତିଥି ଭାବେ ଯୋଗ ଦେବେ । (911, 480, 1486, 538)
jharkhand-column (769, 129, 902, 822)
seminar-body-5: ଭୁବନେଶ୍ୱର, ୧୬୷୧୨(ନିପ୍ର)– ଏଠାରେ ଅନୁଷ୍ଠିତ ହୋଇଥିବା ପ୍ରତିଯୋଗିତାରେ ଖେଳାଳିମାନେ ଭଲ ପ୍ରଦର୍ଶନ କରିଥିଲେ । ଏହି ପ୍ରତିଯୋଗିତାରେ ବିଭିନ୍ନ ଜିଲ୍ଲାର ଖେଳାଳି ଅଂଶଗ୍ରହଣ କରିଥିଲେ । ଦଳର ଅଧିନାୟକ ଭଲ ଖେଳ ପ୍ରଦର୍ଶନ କରି ଦଳକୁ ବିଜୟ ଦିଲେ । ଫାଇନାଲ ମ୍ୟାଚ୍ ଆସନ୍ତାକାଲି ଅନୁଷ୍ଠିତ ହେବ । ବିଜେତା ଦଳକୁ ଟ୍ରଫି ପ୍ରଦାନ କରାଯିବ ବୋଲି ଆୟୋଜକ ସୂଚନା ଦେଇଛନ୍ତି । ପୁରସ୍କାର ବିତରଣୀ ଉତ୍ସବରେ ମୁଖ୍ୟ ଅତିଥି ଭାବେ ଯୋଗ ଦେବେ । (1350, 1150, 1486, 1378)
janmejaya-mohanty-photo (302, 1482, 632, 1752)
col-post-name: Name of the Post (972, 1652, 1058, 1708)
jharkhand-headline: ଝାଡ଼ଖଣ୍ଡ ଅଗ୍ରଣୀ (1240, 73, 1486, 109)
fifth-test-column (487, 571, 628, 822)
ssa-logo-text: ସର୍ବ ଶିକ୍ଷା ଅଭିଯାନ (1176, 1438, 1240, 1449)
bodybuilder-col1 (14, 1482, 150, 1861)
scoreboard-subtitle: ଇଂଲଣ୍ଡ ପ୍ରଥମ ଇନିଂସ (39, 321, 139, 333)
